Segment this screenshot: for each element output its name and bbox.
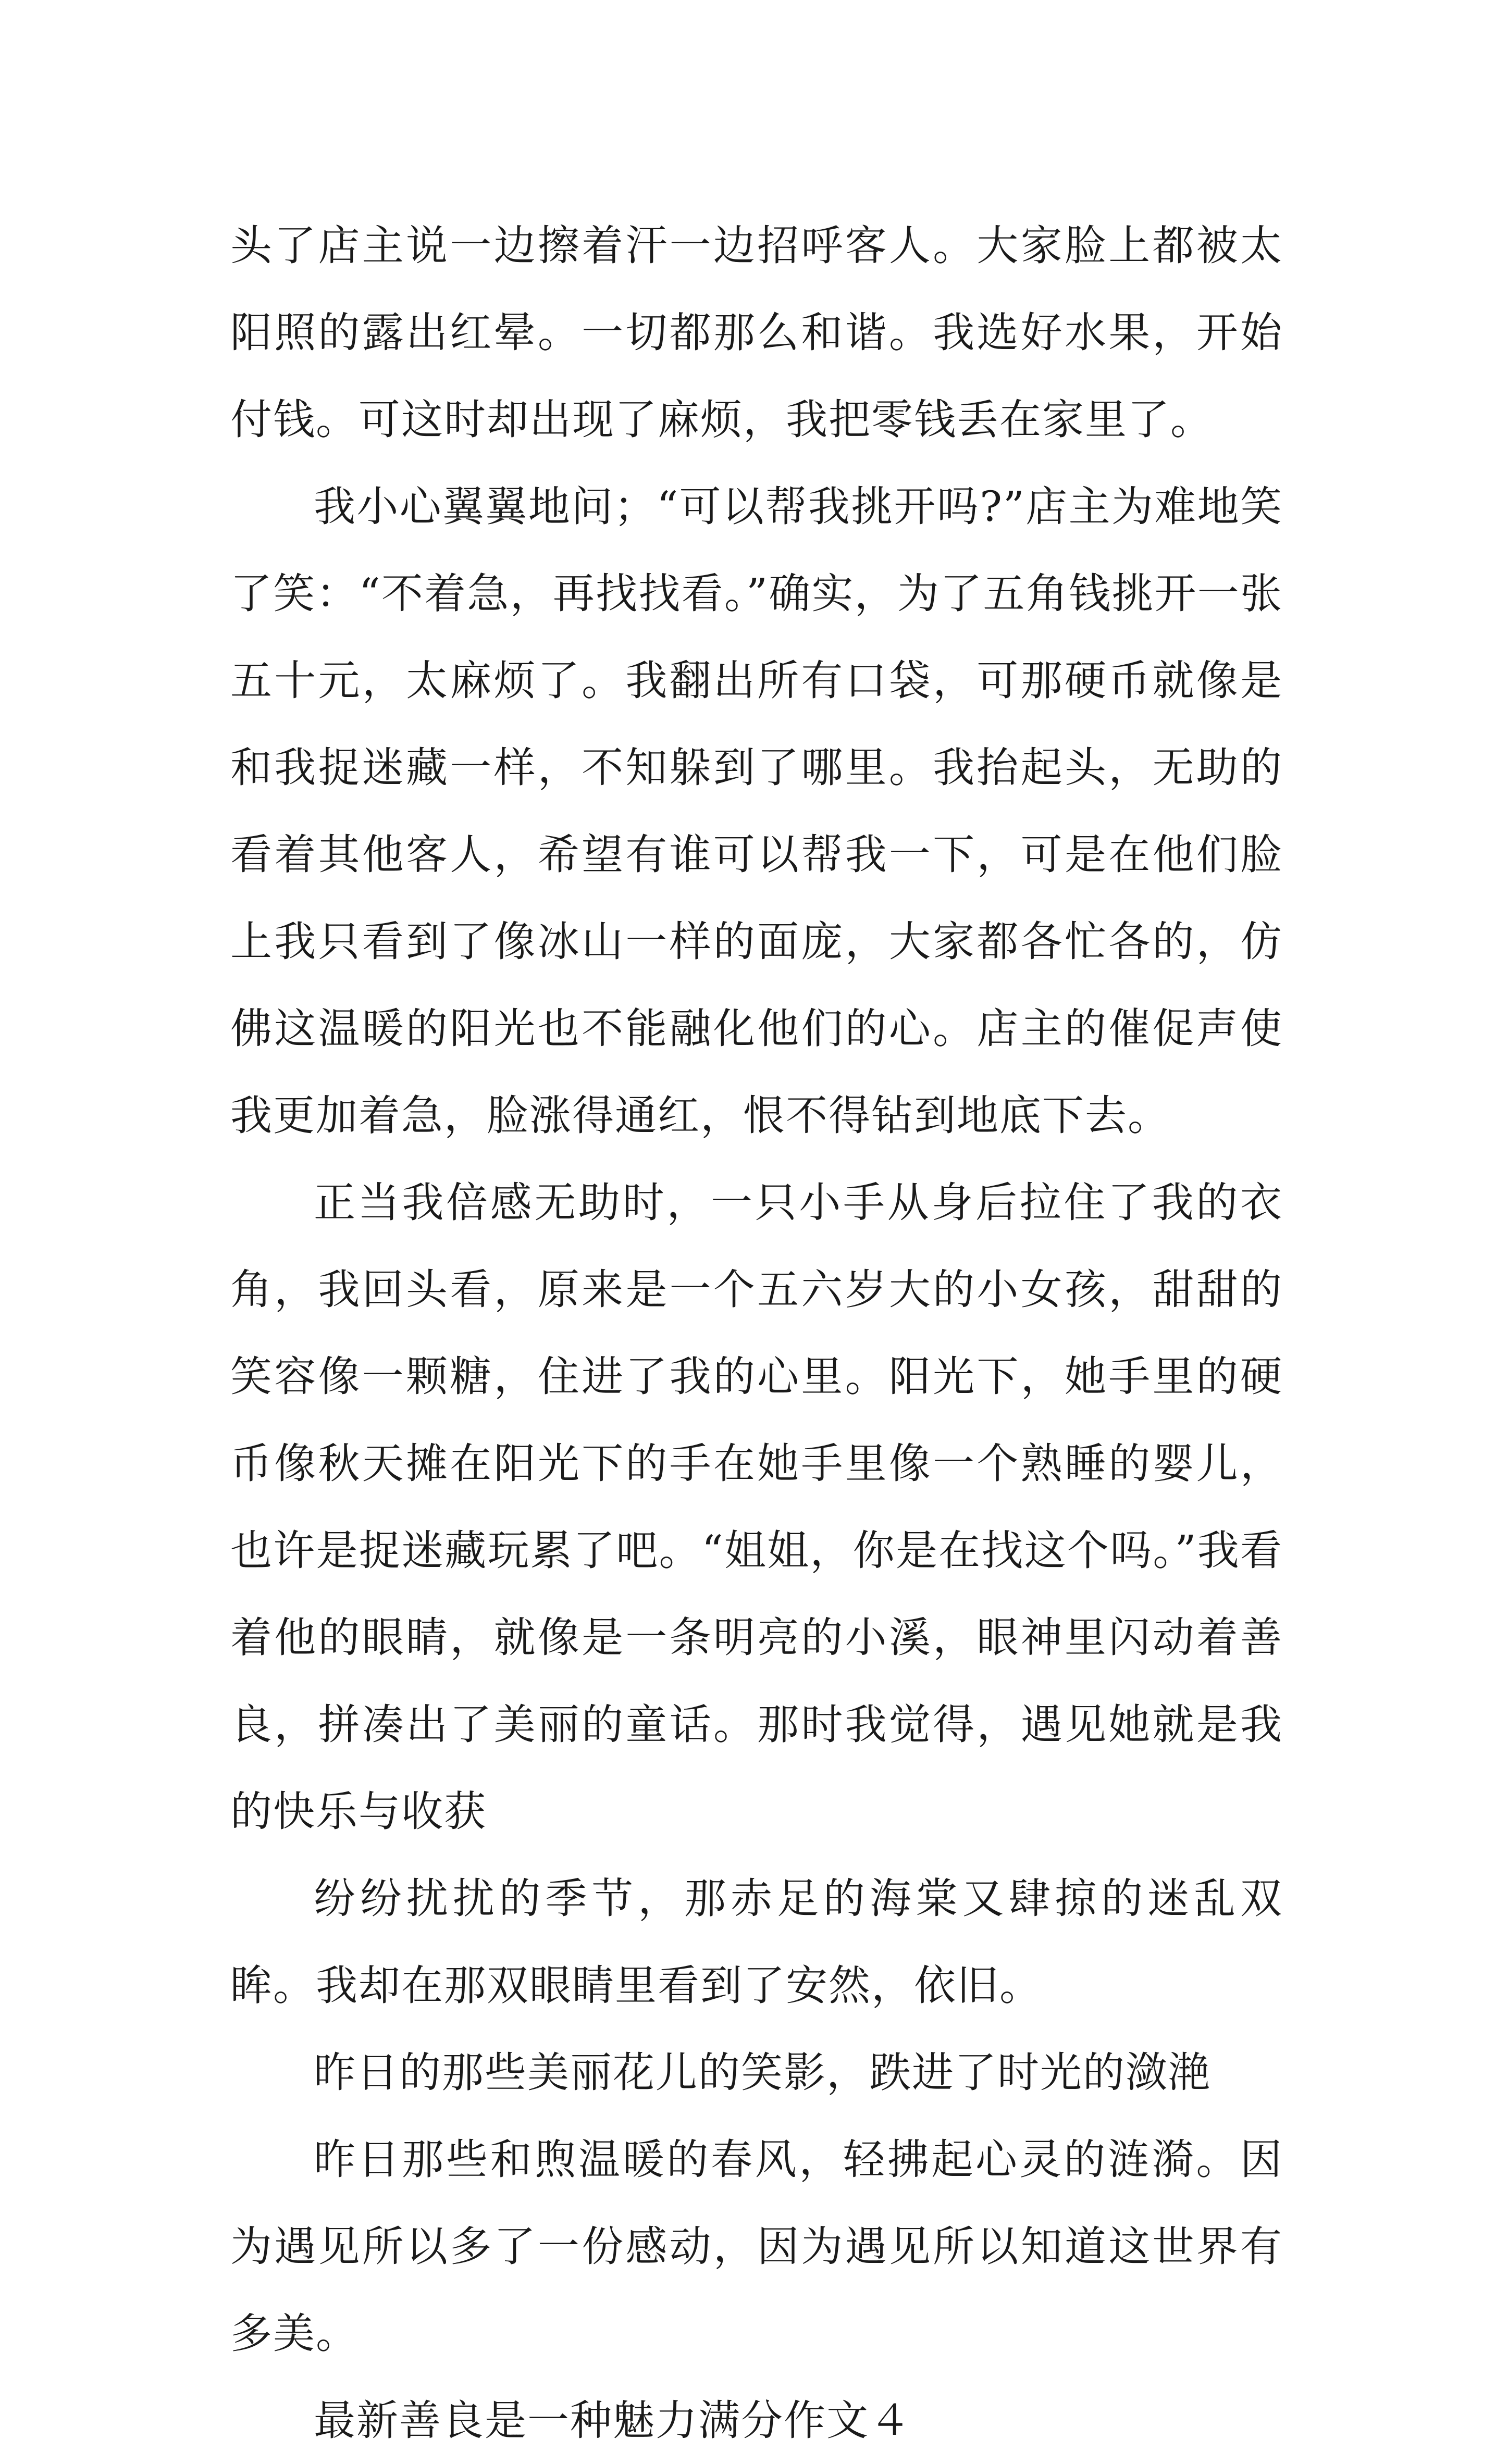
- paragraph: 昨日的那些美丽花儿的笑影，跌进了时光的潋滟: [314, 2048, 1211, 2097]
- paragraph: 我小心翼翼地问；“可以帮我挑开吗?”店主为难地笑了笑：“不着急，再找找看。”确实，为了五角钱挑开一张五十元，太麻烦了。我翻出所有口袋，可那硬币就像是和我捉迷藏一样，不知躲到了哪里。我抬起头，无助的看着其他客人，希望有谁可以帮我一下，可是在他们脸上我只看到了像冰山一样的面庞，大家都各忙各的，仿佛这温暖的阳光也不能融化他们的心。店主的催促声使我更加着急，脸涨得通红，恨不得钻到地底下去。: [230, 482, 1283, 1140]
- body-text: [230, 202, 1283, 2464]
- paragraph: 昨日那些和煦温暖的春风，轻拂起心灵的涟漪。因为遇见所以多了一份感动，因为遇见所以知道这世界有多美。: [230, 2135, 1283, 2358]
- paragraph: 纷纷扰扰的季节，那赤足的海棠又肆掠的迷乱双眸。我却在那双眼睛里看到了安然，依旧。: [230, 1874, 1283, 2010]
- paragraph: 头了店主说一边擦着汗一边招呼客人。大家脸上都被太阳照的露出红晕。一切都那么和谐。我选好水果，开始付钱。可这时却出现了麻烦，我把零钱丢在家里了。: [230, 221, 1283, 444]
- paragraph: 正当我倍感无助时，一只小手从身后拉住了我的衣角，我回头看，原来是一个五六岁大的小女孩，甜甜的笑容像一颗糖，住进了我的心里。阳光下，她手里的硬币像秋天摊在阳光下的手在她手里像一个熟睡的婴儿，也许是捉迷藏玩累了吧。“姐姐，你是在找这个吗。”我看着他的眼睛，就像是一条明亮的小溪，眼神里闪动着善良，拼凑出了美丽的童话。那时我觉得，遇见她就是我的快乐与收获: [230, 1178, 1283, 1836]
- section-heading: 最新善良是一种魅力满分作文４: [314, 2396, 912, 2445]
